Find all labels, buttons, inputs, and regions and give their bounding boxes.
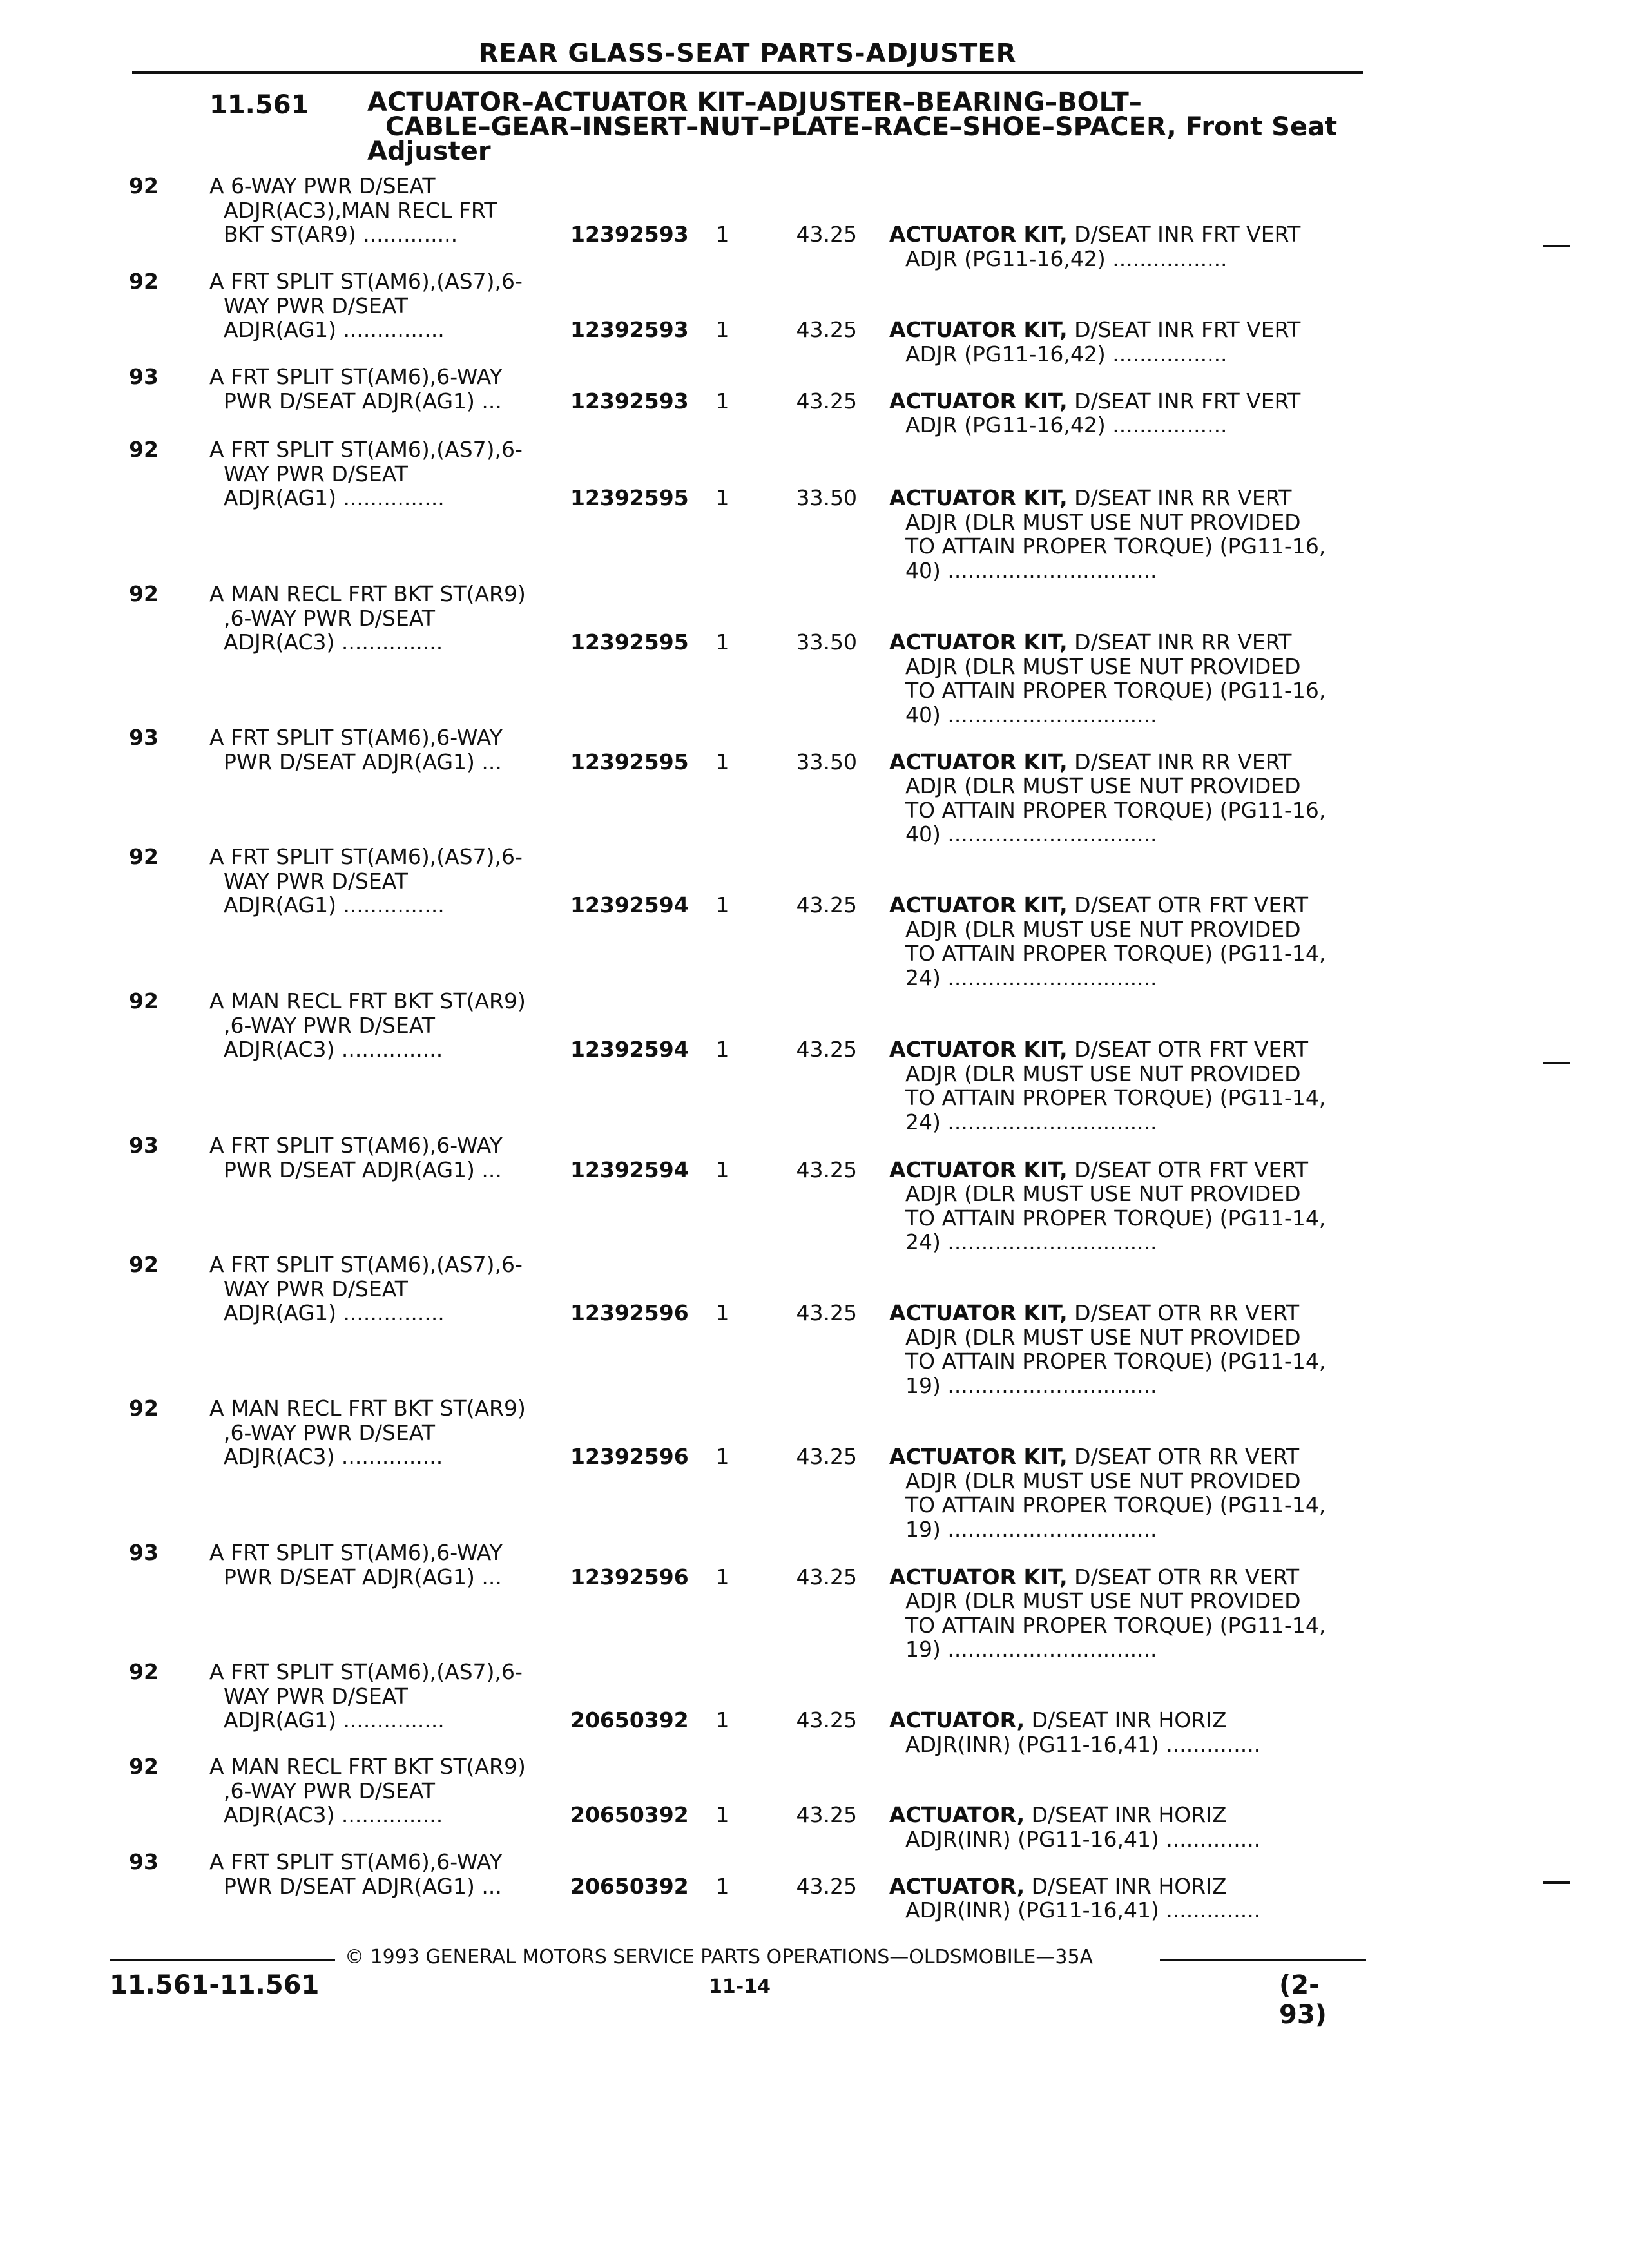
application-line: ,6-WAY PWR D/SEAT xyxy=(224,1778,435,1803)
application-line: A FRT SPLIT ST(AM6),(AS7),6- xyxy=(209,844,523,869)
part-description xyxy=(889,1874,1353,1923)
application-line: ADJR(AC3) ............... xyxy=(224,1802,443,1827)
description-line: TO ATTAIN PROPER TORQUE) (PG11-16, xyxy=(905,797,1326,823)
application-line: ADJR(AC3) ............... xyxy=(224,1444,443,1469)
application-line: A FRT SPLIT ST(AM6),(AS7),6- xyxy=(209,1659,523,1684)
description-line: TO ATTAIN PROPER TORQUE) (PG11-14, xyxy=(905,1349,1326,1374)
part-name: ACTUATOR KIT, xyxy=(889,1157,1068,1182)
price: 43.25 xyxy=(796,1444,857,1469)
part-number: 12392595 xyxy=(570,749,689,774)
part-name: ACTUATOR KIT, xyxy=(889,1037,1068,1062)
application-line: A MAN RECL FRT BKT ST(AR9) xyxy=(209,1754,526,1779)
application-line: PWR D/SEAT ADJR(AG1) ... xyxy=(224,749,502,774)
application-line: ADJR(AG1) ............... xyxy=(224,317,445,342)
application-line: WAY PWR D/SEAT xyxy=(224,1683,408,1709)
part-name: ACTUATOR KIT, xyxy=(889,388,1068,414)
application-line: A FRT SPLIT ST(AM6),(AS7),6- xyxy=(209,269,523,294)
description-line: ADJR (DLR MUST USE NUT PROVIDED xyxy=(905,773,1301,798)
description-line: 19) ............................... xyxy=(905,1372,1157,1398)
application-description xyxy=(209,365,570,413)
quantity: 1 xyxy=(715,1037,729,1062)
description-text: D/SEAT INR HORIZ xyxy=(1025,1802,1227,1827)
part-name: ACTUATOR KIT, xyxy=(889,317,1068,342)
margin-mark xyxy=(1543,1062,1570,1064)
figure-number: 93 xyxy=(129,1849,159,1874)
price: 33.50 xyxy=(796,629,857,655)
quantity: 1 xyxy=(715,629,729,655)
application-line: PWR D/SEAT ADJR(AG1) ... xyxy=(224,1873,502,1899)
description-line: TO ATTAIN PROPER TORQUE) (PG11-14, xyxy=(905,1205,1326,1231)
part-description xyxy=(889,1708,1353,1756)
part-description xyxy=(889,1565,1353,1662)
application-line: ADJR(AG1) ............... xyxy=(224,892,445,918)
description-text: D/SEAT INR HORIZ xyxy=(1025,1707,1227,1733)
application-description xyxy=(209,726,570,774)
application-line: A FRT SPLIT ST(AM6),6-WAY xyxy=(209,1133,503,1158)
figure-number: 93 xyxy=(129,1133,159,1158)
price: 43.25 xyxy=(796,1157,857,1182)
description-line: ADJR(INR) (PG11-16,41) .............. xyxy=(905,1731,1261,1757)
application-description xyxy=(209,269,570,342)
quantity: 1 xyxy=(715,1444,729,1469)
price: 33.50 xyxy=(796,749,857,774)
part-description xyxy=(889,893,1353,990)
part-name: ACTUATOR KIT, xyxy=(889,222,1068,247)
application-description xyxy=(209,989,570,1062)
part-number: 20650392 xyxy=(570,1707,689,1733)
description-text: D/SEAT INR FRT VERT xyxy=(1067,388,1301,414)
figure-number: 92 xyxy=(129,437,159,462)
application-line: A 6-WAY PWR D/SEAT xyxy=(209,173,436,198)
description-text: D/SEAT OTR FRT VERT xyxy=(1067,1157,1308,1182)
figure-number: 92 xyxy=(129,1396,159,1421)
description-line: 40) ............................... xyxy=(905,702,1157,727)
application-line: A MAN RECL FRT BKT ST(AR9) xyxy=(209,1396,526,1421)
description-line: 19) ............................... xyxy=(905,1516,1157,1542)
part-name: ACTUATOR KIT, xyxy=(889,1444,1068,1469)
application-description xyxy=(209,1253,570,1325)
description-first-line xyxy=(889,1874,1353,1899)
part-name: ACTUATOR KIT, xyxy=(889,892,1068,918)
part-number: 12392596 xyxy=(570,1564,689,1590)
description-line: ADJR (DLR MUST USE NUT PROVIDED xyxy=(905,1324,1301,1350)
part-description xyxy=(889,486,1353,582)
price: 43.25 xyxy=(796,317,857,342)
quantity: 1 xyxy=(715,1707,729,1733)
margin-mark xyxy=(1543,1881,1570,1884)
application-line: ADJR(AC3) ............... xyxy=(224,629,443,655)
application-line: ADJR(AG1) ............... xyxy=(224,485,445,510)
part-description xyxy=(889,1301,1353,1398)
footer-rule-right xyxy=(1160,1959,1366,1961)
part-number: 12392595 xyxy=(570,485,689,510)
description-text: D/SEAT INR HORIZ xyxy=(1025,1873,1227,1899)
application-line: ADJR(AG1) ............... xyxy=(224,1707,445,1733)
section-number: 11.561 xyxy=(209,90,309,120)
application-description xyxy=(209,1754,570,1827)
figure-number: 92 xyxy=(129,988,159,1014)
application-description xyxy=(209,1133,570,1182)
application-description xyxy=(209,845,570,918)
figure-number: 92 xyxy=(129,1659,159,1684)
part-number: 12392593 xyxy=(570,222,689,247)
description-line: ADJR (DLR MUST USE NUT PROVIDED xyxy=(905,1468,1301,1494)
description-first-line xyxy=(889,750,1353,774)
part-description xyxy=(889,1037,1353,1134)
section-title-line3: Adjuster xyxy=(367,137,491,166)
section-title-line2-tail: Front Seat xyxy=(1176,112,1338,142)
price: 43.25 xyxy=(796,1300,857,1325)
application-line: A FRT SPLIT ST(AM6),6-WAY xyxy=(209,1849,503,1874)
quantity: 1 xyxy=(715,1157,729,1182)
description-text: D/SEAT INR FRT VERT xyxy=(1067,317,1301,342)
application-line: ,6-WAY PWR D/SEAT xyxy=(224,605,435,631)
page-header-title: REAR GLASS-SEAT PARTS-ADJUSTER xyxy=(478,39,1017,68)
part-description xyxy=(889,750,1353,847)
part-name: ACTUATOR KIT, xyxy=(889,1564,1068,1590)
application-description xyxy=(209,1541,570,1589)
footer-rule-left xyxy=(110,1959,335,1961)
price: 43.25 xyxy=(796,1802,857,1827)
description-first-line xyxy=(889,389,1353,414)
application-line: WAY PWR D/SEAT xyxy=(224,293,408,318)
description-first-line xyxy=(889,630,1353,655)
part-number: 20650392 xyxy=(570,1873,689,1899)
application-line: A FRT SPLIT ST(AM6),6-WAY xyxy=(209,364,503,389)
description-line: TO ATTAIN PROPER TORQUE) (PG11-16, xyxy=(905,678,1326,703)
quantity: 1 xyxy=(715,1564,729,1590)
application-description xyxy=(209,1660,570,1733)
application-description xyxy=(209,582,570,655)
figure-number: 92 xyxy=(129,269,159,294)
part-name: ACTUATOR KIT, xyxy=(889,629,1068,655)
footer-copyright: © 1993 GENERAL MOTORS SERVICE PARTS OPERATIONS—OLDSMOBILE—35A xyxy=(345,1946,1094,1968)
application-line: ,6-WAY PWR D/SEAT xyxy=(224,1012,435,1038)
application-description xyxy=(209,174,570,247)
description-first-line xyxy=(889,1708,1353,1733)
quantity: 1 xyxy=(715,1802,729,1827)
footer-section-range: 11.561-11.561 xyxy=(110,1970,320,2000)
description-text: D/SEAT INR RR VERT xyxy=(1067,629,1292,655)
description-first-line xyxy=(889,318,1353,342)
description-line: ADJR (PG11-16,42) ................. xyxy=(905,341,1228,367)
description-text: D/SEAT OTR FRT VERT xyxy=(1067,892,1308,918)
application-line: A FRT SPLIT ST(AM6),6-WAY xyxy=(209,725,503,750)
figure-number: 92 xyxy=(129,1252,159,1277)
part-name: ACTUATOR KIT, xyxy=(889,485,1068,510)
application-line: WAY PWR D/SEAT xyxy=(224,868,408,894)
description-line: 24) ............................... xyxy=(905,1109,1157,1135)
application-line: ADJR(AC3) ............... xyxy=(224,1037,443,1062)
application-line: PWR D/SEAT ADJR(AG1) ... xyxy=(224,1564,502,1590)
description-line: ADJR (PG11-16,42) ................. xyxy=(905,245,1228,271)
part-description xyxy=(889,318,1353,366)
quantity: 1 xyxy=(715,1300,729,1325)
price: 43.25 xyxy=(796,1037,857,1062)
description-line: TO ATTAIN PROPER TORQUE) (PG11-14, xyxy=(905,1492,1326,1517)
part-number: 12392596 xyxy=(570,1300,689,1325)
description-text: D/SEAT OTR RR VERT xyxy=(1067,1300,1300,1325)
part-number: 12392594 xyxy=(570,1037,689,1062)
application-line: A FRT SPLIT ST(AM6),6-WAY xyxy=(209,1540,503,1565)
description-line: ADJR (PG11-16,42) ................. xyxy=(905,412,1228,437)
description-text: D/SEAT INR RR VERT xyxy=(1067,485,1292,510)
description-first-line xyxy=(889,1445,1353,1469)
price: 43.25 xyxy=(796,1873,857,1899)
figure-number: 92 xyxy=(129,1754,159,1779)
application-line: A MAN RECL FRT BKT ST(AR9) xyxy=(209,988,526,1014)
description-first-line xyxy=(889,222,1353,247)
description-first-line xyxy=(889,893,1353,918)
description-line: 19) ............................... xyxy=(905,1637,1157,1662)
application-line: PWR D/SEAT ADJR(AG1) ... xyxy=(224,1157,502,1182)
description-line: 40) ............................... xyxy=(905,557,1157,583)
application-line: PWR D/SEAT ADJR(AG1) ... xyxy=(224,388,502,414)
price: 43.25 xyxy=(796,1707,857,1733)
application-line: A FRT SPLIT ST(AM6),(AS7),6- xyxy=(209,1252,523,1277)
application-line: A MAN RECL FRT BKT ST(AR9) xyxy=(209,581,526,606)
part-name: ACTUATOR KIT, xyxy=(889,1300,1068,1325)
footer-page-number: 11-14 xyxy=(709,1975,771,1998)
description-first-line xyxy=(889,1037,1353,1062)
part-number: 12392593 xyxy=(570,388,689,414)
description-line: ADJR (DLR MUST USE NUT PROVIDED xyxy=(905,1061,1301,1086)
page-footer xyxy=(110,1946,1366,2030)
figure-number: 92 xyxy=(129,173,159,198)
footer-date: (2-93) xyxy=(1279,1970,1327,2030)
part-description xyxy=(889,389,1353,437)
quantity: 1 xyxy=(715,892,729,918)
part-name: ACTUATOR, xyxy=(889,1802,1025,1827)
description-line: TO ATTAIN PROPER TORQUE) (PG11-16, xyxy=(905,533,1326,559)
part-name: ACTUATOR, xyxy=(889,1707,1025,1733)
application-description xyxy=(209,1850,570,1898)
part-number: 12392596 xyxy=(570,1444,689,1469)
quantity: 1 xyxy=(715,388,729,414)
description-text: D/SEAT OTR RR VERT xyxy=(1067,1564,1300,1590)
application-line: A FRT SPLIT ST(AM6),(AS7),6- xyxy=(209,437,523,462)
price: 43.25 xyxy=(796,222,857,247)
figure-number: 93 xyxy=(129,364,159,389)
description-text: D/SEAT OTR RR VERT xyxy=(1067,1444,1300,1469)
application-line: BKT ST(AR9) .............. xyxy=(224,222,458,247)
description-line: TO ATTAIN PROPER TORQUE) (PG11-14, xyxy=(905,941,1326,966)
quantity: 1 xyxy=(715,1873,729,1899)
description-line: ADJR (DLR MUST USE NUT PROVIDED xyxy=(905,1181,1301,1206)
description-line: ADJR(INR) (PG11-16,41) .............. xyxy=(905,1898,1261,1923)
description-line: 40) ............................... xyxy=(905,822,1157,847)
description-first-line xyxy=(889,486,1353,510)
description-text: D/SEAT INR RR VERT xyxy=(1067,749,1292,774)
quantity: 1 xyxy=(715,317,729,342)
part-description xyxy=(889,1803,1353,1851)
part-description xyxy=(889,1445,1353,1541)
price: 43.25 xyxy=(796,388,857,414)
part-name: ACTUATOR, xyxy=(889,1873,1025,1899)
part-number: 12392594 xyxy=(570,1157,689,1182)
application-line: WAY PWR D/SEAT xyxy=(224,461,408,486)
part-number: 12392594 xyxy=(570,892,689,918)
price: 43.25 xyxy=(796,892,857,918)
application-line: ,6-WAY PWR D/SEAT xyxy=(224,1419,435,1445)
application-line: WAY PWR D/SEAT xyxy=(224,1276,408,1302)
application-description xyxy=(209,1396,570,1469)
description-first-line xyxy=(889,1158,1353,1182)
figure-number: 93 xyxy=(129,1540,159,1565)
quantity: 1 xyxy=(715,485,729,510)
description-line: ADJR (DLR MUST USE NUT PROVIDED xyxy=(905,916,1301,942)
part-description xyxy=(889,1158,1353,1254)
application-line: ADJR(AG1) ............... xyxy=(224,1300,445,1325)
figure-number: 93 xyxy=(129,725,159,750)
section-title-line1: ACTUATOR–ACTUATOR KIT–ADJUSTER–BEARING–BOLT– xyxy=(367,88,1142,117)
description-first-line xyxy=(889,1301,1353,1325)
description-line: ADJR (DLR MUST USE NUT PROVIDED xyxy=(905,509,1301,535)
section-title-line2-main: CABLE–GEAR–INSERT–NUT–PLATE–RACE–SHOE–SPACER, xyxy=(385,112,1177,142)
quantity: 1 xyxy=(715,222,729,247)
description-line: ADJR(INR) (PG11-16,41) .............. xyxy=(905,1826,1261,1852)
part-number: 12392593 xyxy=(570,317,689,342)
part-number: 20650392 xyxy=(570,1802,689,1827)
description-text: D/SEAT INR FRT VERT xyxy=(1067,222,1301,247)
figure-number: 92 xyxy=(129,581,159,606)
description-line: 24) ............................... xyxy=(905,1229,1157,1254)
part-description xyxy=(889,630,1353,727)
part-name: ACTUATOR KIT, xyxy=(889,749,1068,774)
description-line: 24) ............................... xyxy=(905,965,1157,990)
part-description xyxy=(889,222,1353,271)
description-line: ADJR (DLR MUST USE NUT PROVIDED xyxy=(905,653,1301,679)
description-line: ADJR (DLR MUST USE NUT PROVIDED xyxy=(905,1588,1301,1613)
description-text: D/SEAT OTR FRT VERT xyxy=(1067,1037,1308,1062)
description-first-line xyxy=(889,1565,1353,1590)
description-first-line xyxy=(889,1803,1353,1827)
price: 43.25 xyxy=(796,1564,857,1590)
price: 33.50 xyxy=(796,485,857,510)
quantity: 1 xyxy=(715,749,729,774)
application-description xyxy=(209,437,570,510)
description-line: TO ATTAIN PROPER TORQUE) (PG11-14, xyxy=(905,1085,1326,1110)
margin-mark xyxy=(1543,245,1570,247)
description-line: TO ATTAIN PROPER TORQUE) (PG11-14, xyxy=(905,1612,1326,1638)
figure-number: 92 xyxy=(129,844,159,869)
part-number: 12392595 xyxy=(570,629,689,655)
application-line: ADJR(AC3),MAN RECL FRT xyxy=(224,197,497,223)
